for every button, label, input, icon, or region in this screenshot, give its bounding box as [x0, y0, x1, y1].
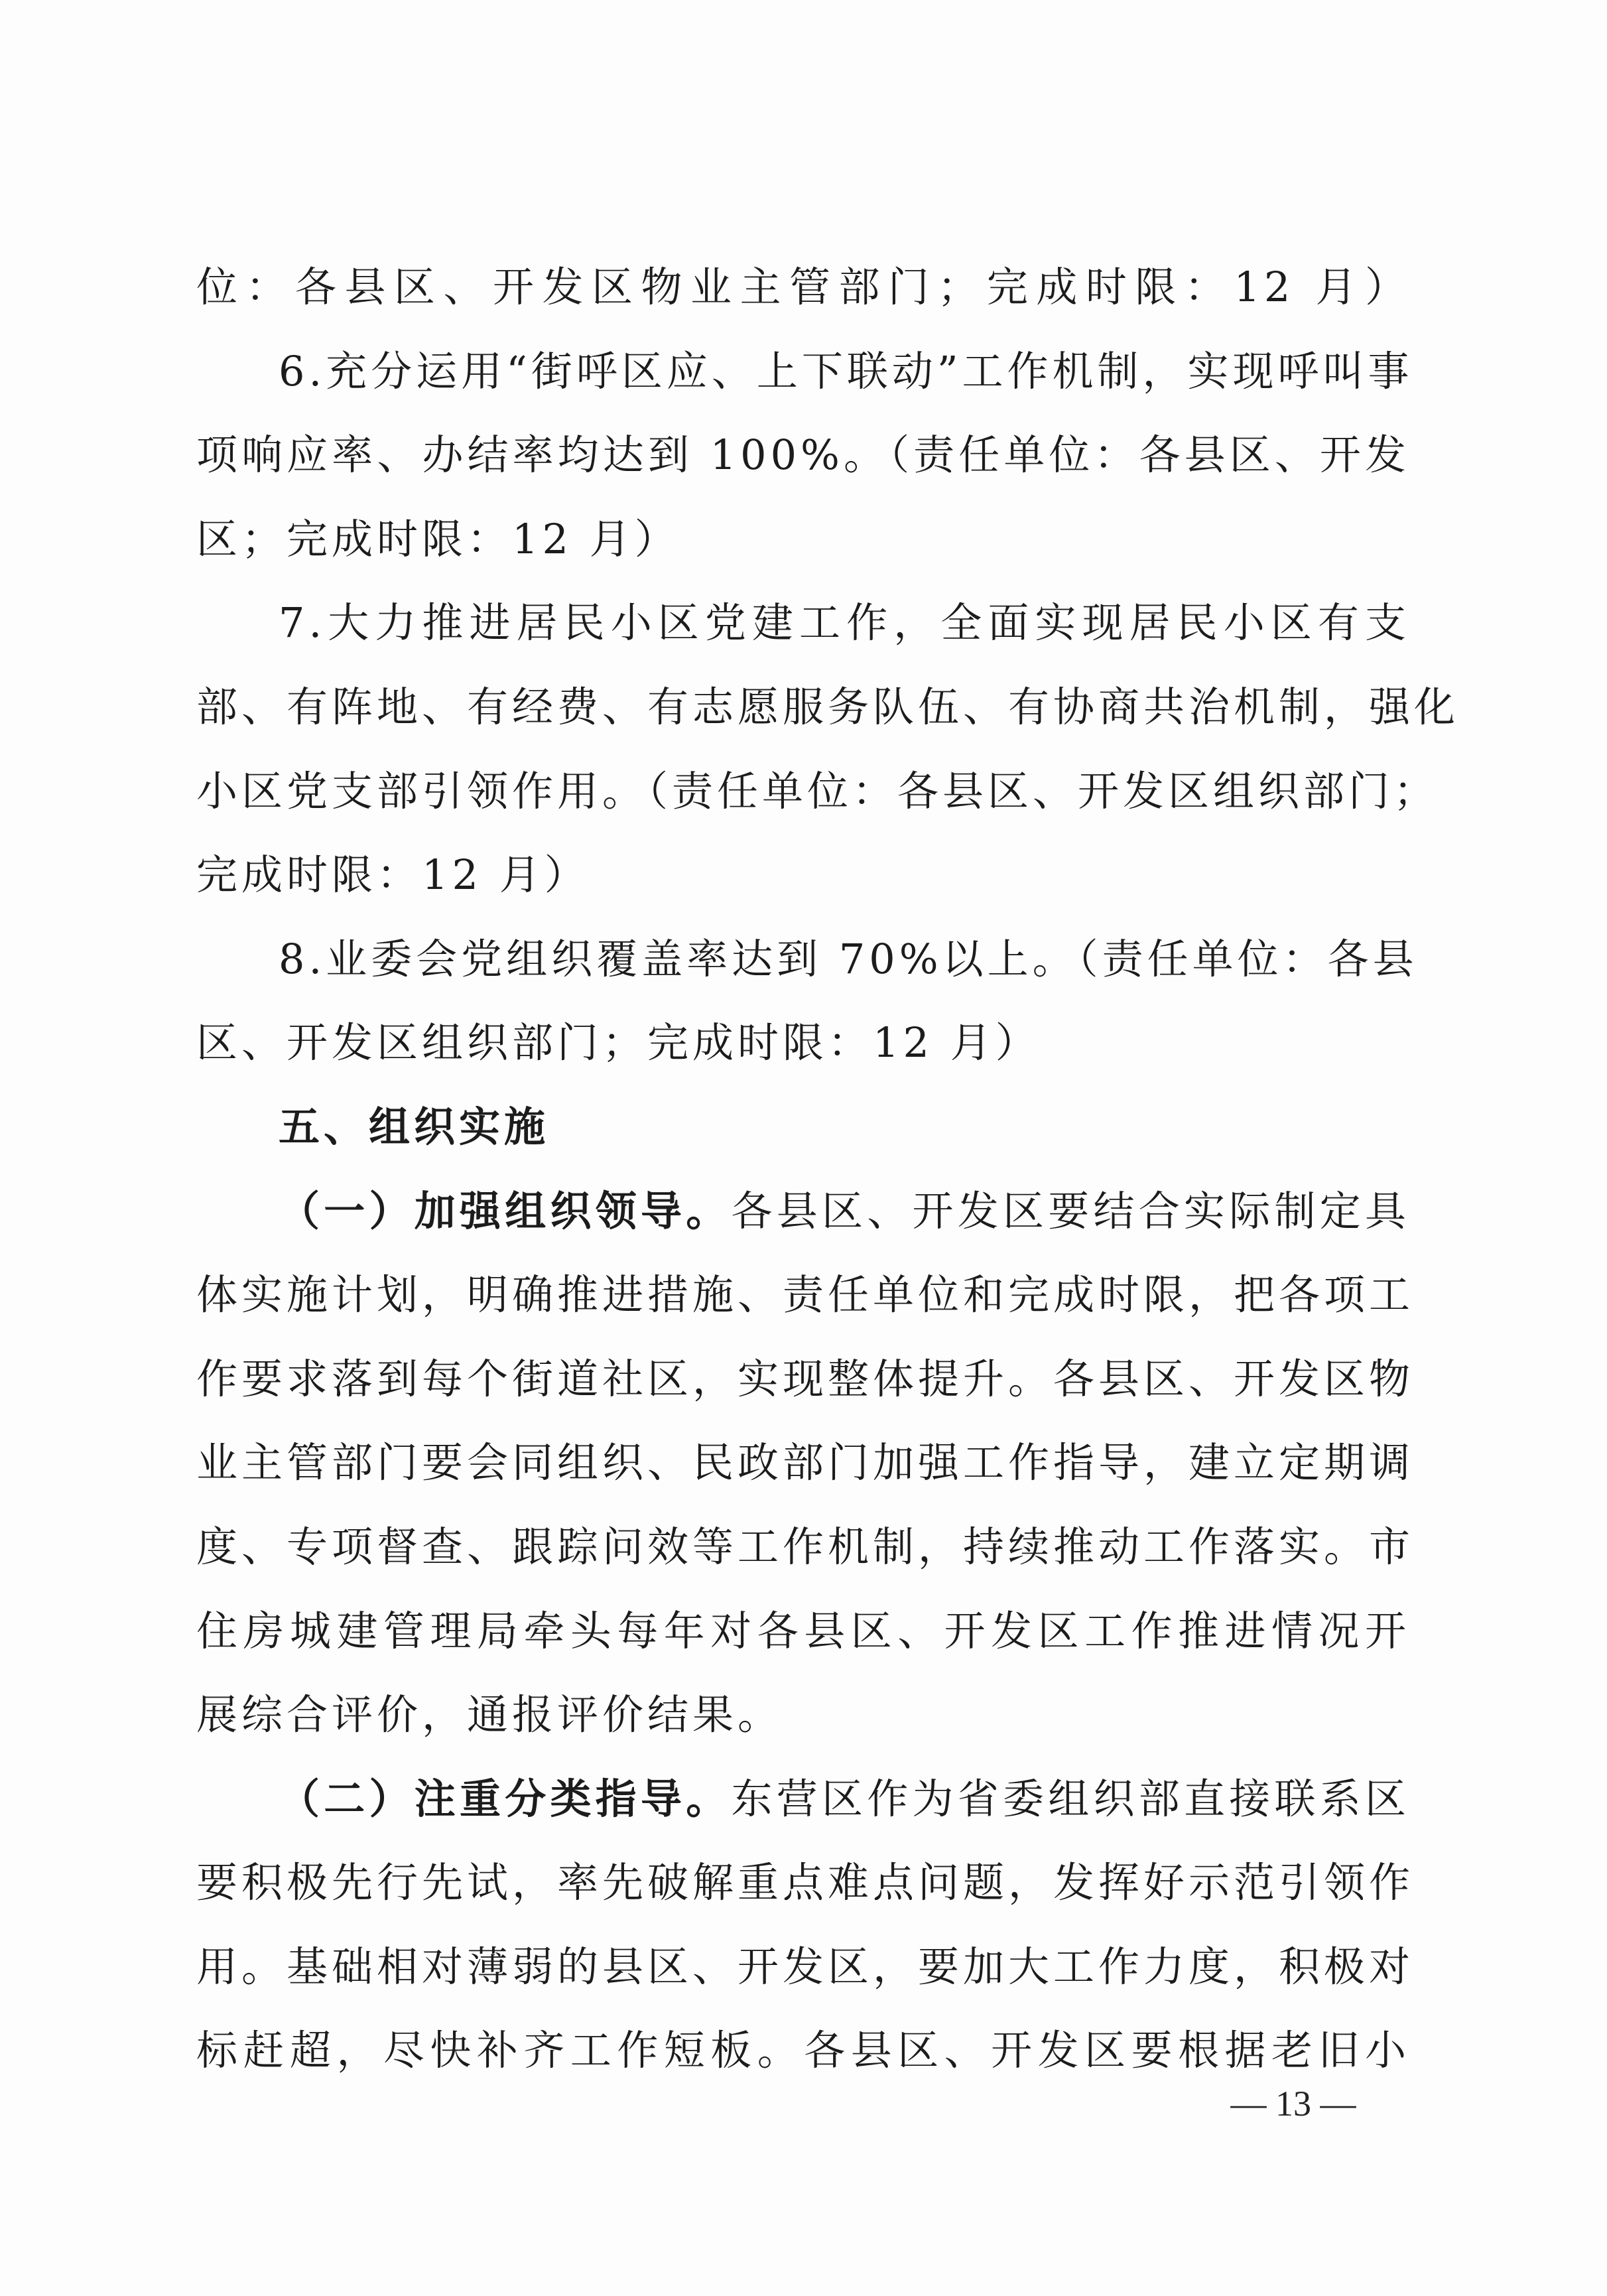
text-line-rest: 各县区、开发区要结合实际制定具: [731, 1186, 1410, 1235]
text-line: 度、专项督查、跟踪问效等工作机制，持续推动工作落实。市: [196, 1522, 1415, 1571]
subsection-lead: （二）注重分类指导。: [279, 1774, 732, 1823]
section-heading: 五、组织实施: [279, 1102, 550, 1151]
text-line: 小区党支部引领作用。（责任单位：各县区、开发区组织部门；: [196, 766, 1439, 815]
text-line: 7.大力推进居民小区党建工作，全面实现居民小区有支: [279, 598, 1410, 647]
text-line: 区；完成时限：12 月）: [196, 514, 680, 563]
document-body: [196, 245, 1460, 2093]
text-line: 6.充分运用“街呼区应、上下联动”工作机制，实现呼叫事: [279, 346, 1413, 395]
text-line: 要积极先行先试，率先破解重点难点问题，发挥好示范引领作: [196, 1858, 1415, 1907]
text-line: 完成时限：12 月）: [196, 850, 590, 900]
text-line: 区、开发区组织部门；完成时限：12 月）: [196, 1018, 1041, 1067]
subsection-lead: （一）加强组织领导。: [279, 1186, 732, 1235]
text-line: 用。基础相对薄弱的县区、开发区，要加大工作力度，积极对: [196, 1942, 1415, 1991]
text-line: 位：各县区、开发区物业主管部门；完成时限：12 月）: [196, 263, 1410, 311]
text-line: 标赶超，尽快补齐工作短板。各县区、开发区要根据老旧小: [196, 2026, 1410, 2075]
page-number: — 13 —: [1230, 2084, 1356, 2124]
text-line: 住房城建管理局牵头每年对各县区、开发区工作推进情况开: [196, 1606, 1410, 1655]
text-line: [196, 1170, 1410, 1254]
text-line: 作要求落到每个街道社区，实现整体提升。各县区、开发区物: [196, 1354, 1415, 1403]
text-line: 项响应率、办结率均达到 100%。（责任单位：各县区、开发: [196, 431, 1410, 480]
text-line: 展综合评价，通报评价结果。: [196, 1690, 783, 1739]
text-line-rest: 东营区作为省委组织部直接联系区: [731, 1774, 1410, 1823]
text-line: [196, 1757, 1410, 1842]
text-line: 业主管部门要会同组织、民政部门加强工作指导，建立定期调: [196, 1438, 1415, 1487]
text-line: 8.业委会党组织覆盖率达到 70%以上。（责任单位：各县: [279, 934, 1418, 983]
text-line: 体实施计划，明确推进措施、责任单位和完成时限，把各项工: [196, 1270, 1415, 1319]
text-line: 部、有阵地、有经费、有志愿服务队伍、有协商共治机制，强化: [196, 682, 1460, 731]
